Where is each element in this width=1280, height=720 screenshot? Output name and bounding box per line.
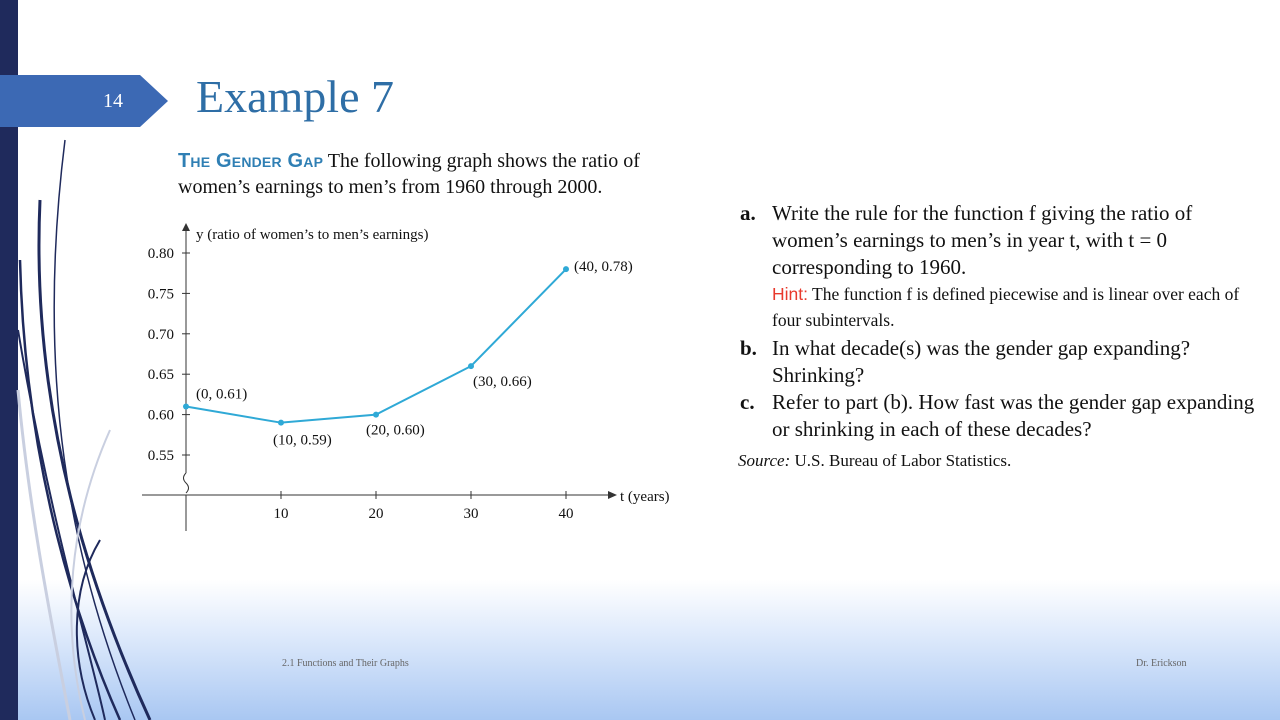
question-b: [738, 335, 1268, 389]
problem-intro: [178, 148, 678, 200]
hint-text: The function f is defined piecewise and is linear over each of four subintervals.: [772, 284, 1240, 330]
x-axis-arrow: [608, 491, 617, 499]
data-point-label: (10, 0.59): [273, 432, 332, 449]
data-point-label: (30, 0.66): [473, 374, 532, 391]
data-point: [278, 420, 284, 426]
slide-number: 14: [103, 90, 123, 112]
y-axis-break: [184, 473, 189, 493]
y-tick-label: 0.80: [147, 246, 174, 262]
y-tick-label: 0.70: [147, 326, 174, 343]
x-tick-label: 40: [558, 506, 574, 522]
footer-course: 2.1 Functions and Their Graphs: [282, 658, 409, 669]
question-a-text: Write the rule for the function f giving the ratio of women’s earnings to men’s in year t, with t = 0 corresponding to 1960.: [772, 201, 1193, 279]
x-tick-label: 30: [463, 506, 479, 522]
problem-intro-text: The following graph shows the ratio of women’s earnings to men’s from 1960 through 2000.: [178, 150, 640, 198]
slide-number-banner: [0, 75, 170, 127]
y-tick-label: 0.55: [147, 448, 174, 464]
source-text: U.S. Bureau of Labor Statistics.: [794, 451, 1012, 470]
y-tick-label: 0.65: [147, 367, 174, 384]
y-tick-label: 0.75: [147, 286, 174, 303]
data-point: [183, 404, 189, 410]
problem-heading: The Gender Gap: [178, 150, 324, 172]
question-c: [738, 389, 1268, 443]
y-tick-label: 0.60: [147, 407, 174, 424]
x-tick-label: 10: [273, 506, 289, 522]
x-axis-label: t (years): [620, 489, 670, 505]
source-label: Source:: [738, 451, 791, 470]
y-axis-arrow: [182, 223, 190, 231]
source-line: [738, 447, 1268, 474]
data-point: [563, 266, 569, 272]
y-axis-label: y (ratio of women’s to men’s earnings): [196, 227, 429, 243]
data-point: [468, 363, 474, 369]
question-b-text: In what decade(s) was the gender gap expanding? Shrinking?: [772, 336, 1191, 387]
question-a: [738, 200, 1268, 333]
question-c-text: Refer to part (b). How fast was the gender gap expanding or shrinking in each of these decades?: [772, 390, 1255, 441]
hint: [772, 281, 1268, 333]
data-point-label: (20, 0.60): [366, 422, 425, 439]
question-b-label: b.: [740, 336, 757, 360]
slide-title: Example 7: [196, 71, 394, 122]
data-point: [373, 412, 379, 418]
footer-author: Dr. Erickson: [1136, 658, 1187, 669]
question-c-label: c.: [740, 390, 755, 414]
question-a-label: a.: [740, 201, 756, 225]
hint-label: Hint:: [772, 284, 808, 304]
data-point-label: (0, 0.61): [196, 386, 248, 403]
data-point-label: (40, 0.78): [574, 259, 633, 276]
questions: [738, 200, 1268, 474]
gender-gap-chart: [130, 215, 690, 540]
x-tick-label: 20: [368, 506, 384, 522]
